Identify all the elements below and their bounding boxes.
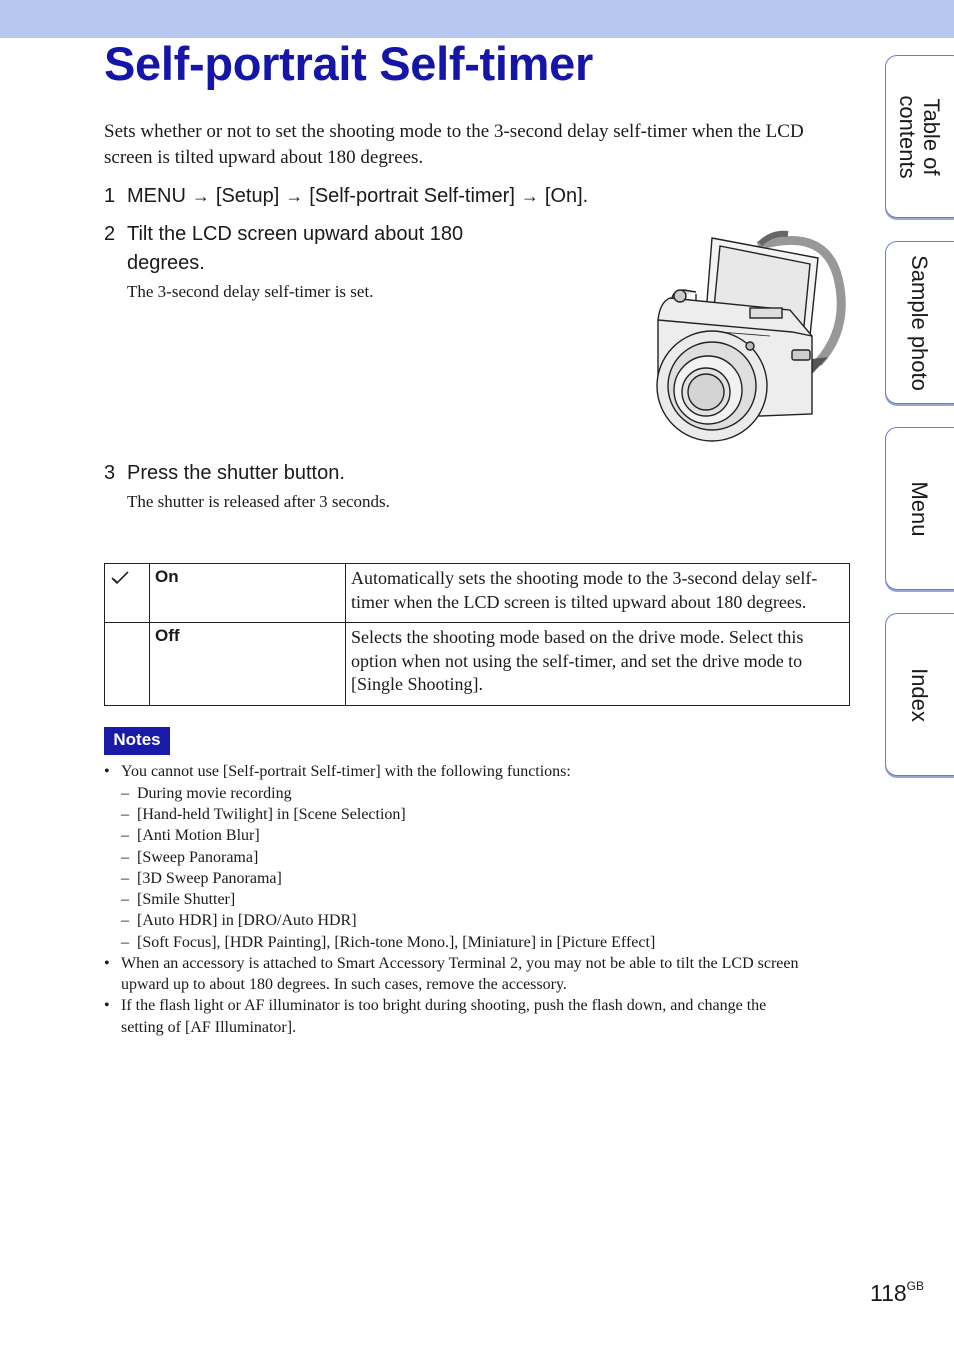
note-subitem: – [3D Sweep Panorama]	[121, 870, 282, 887]
step-3-note: The shutter is released after 3 seconds.	[127, 492, 390, 511]
step-text-line-1: Tilt the LCD screen upward about 180	[127, 223, 464, 245]
menu-path-setup: [Setup]	[215, 185, 280, 207]
menu-path-on: [On].	[544, 185, 589, 207]
note-subitem: – [Smile Shutter]	[121, 891, 236, 908]
camera-tilted-screen-illustration	[650, 228, 855, 448]
option-name: Off	[150, 623, 346, 706]
tab-sample-photo[interactable]: Sample photo	[885, 241, 954, 404]
note-subitem: – [Auto HDR] in [DRO/Auto HDR]	[121, 912, 357, 929]
page-number: $118^{GB}$	[870, 1279, 925, 1306]
bullet-icon: •	[104, 763, 110, 780]
tab-menu[interactable]: Menu	[885, 427, 954, 590]
step-2-note: The 3-second delay self-timer is set.	[127, 282, 374, 301]
options-table	[104, 563, 850, 706]
option-description: Automatically sets the shooting mode to the 3-second delay self- timer when the LCD screen is tilted upward about 180 degrees.	[346, 564, 850, 623]
step-text: Press the shutter button.	[127, 462, 345, 484]
bullet-icon: •	[104, 997, 110, 1014]
step-text-line-2: degrees.	[127, 252, 205, 274]
step-number: 3	[104, 462, 116, 484]
default-check-icon	[111, 571, 129, 585]
note-subitem: – [Anti Motion Blur]	[121, 827, 260, 844]
tab-table-of-contents[interactable]: Table of contents	[885, 55, 954, 218]
menu-path-menu: MENU	[127, 185, 186, 207]
menu-path-self-portrait: [Self-portrait Self-timer]	[309, 185, 515, 207]
step-number: 2	[104, 223, 116, 245]
arrow-right-icon: →	[191, 186, 210, 206]
step-number: 1	[104, 185, 116, 207]
table-row	[105, 564, 850, 623]
table-row	[105, 623, 850, 706]
note-subitem: – [Soft Focus], [HDR Painting], [Rich-tone Mono.], [Miniature] in [Picture Effect]	[121, 934, 656, 951]
note-subitem: – [Sweep Panorama]	[121, 849, 259, 866]
top-banner	[0, 0, 954, 38]
tab-index[interactable]: Index	[885, 613, 954, 776]
note-subitem: – [Hand-held Twilight] in [Scene Selection]	[121, 806, 406, 823]
notes-badge: Notes	[104, 727, 170, 755]
arrow-right-icon: →	[520, 186, 539, 206]
option-description: Selects the shooting mode based on the drive mode. Select this option when not using the self-timer, and set the drive mode to [Single Shooting].	[346, 623, 850, 706]
note-subitem: – During movie recording	[121, 785, 292, 802]
intro-text: Sets whether or not to set the shooting mode to the 3-second delay self-timer when the LCD screen is tilted upward about 180 degrees.	[104, 121, 804, 168]
page-title: Self-portrait Self-timer	[104, 37, 593, 90]
bullet-icon: •	[104, 955, 110, 972]
option-name: On	[150, 564, 346, 623]
arrow-right-icon: →	[285, 186, 304, 206]
